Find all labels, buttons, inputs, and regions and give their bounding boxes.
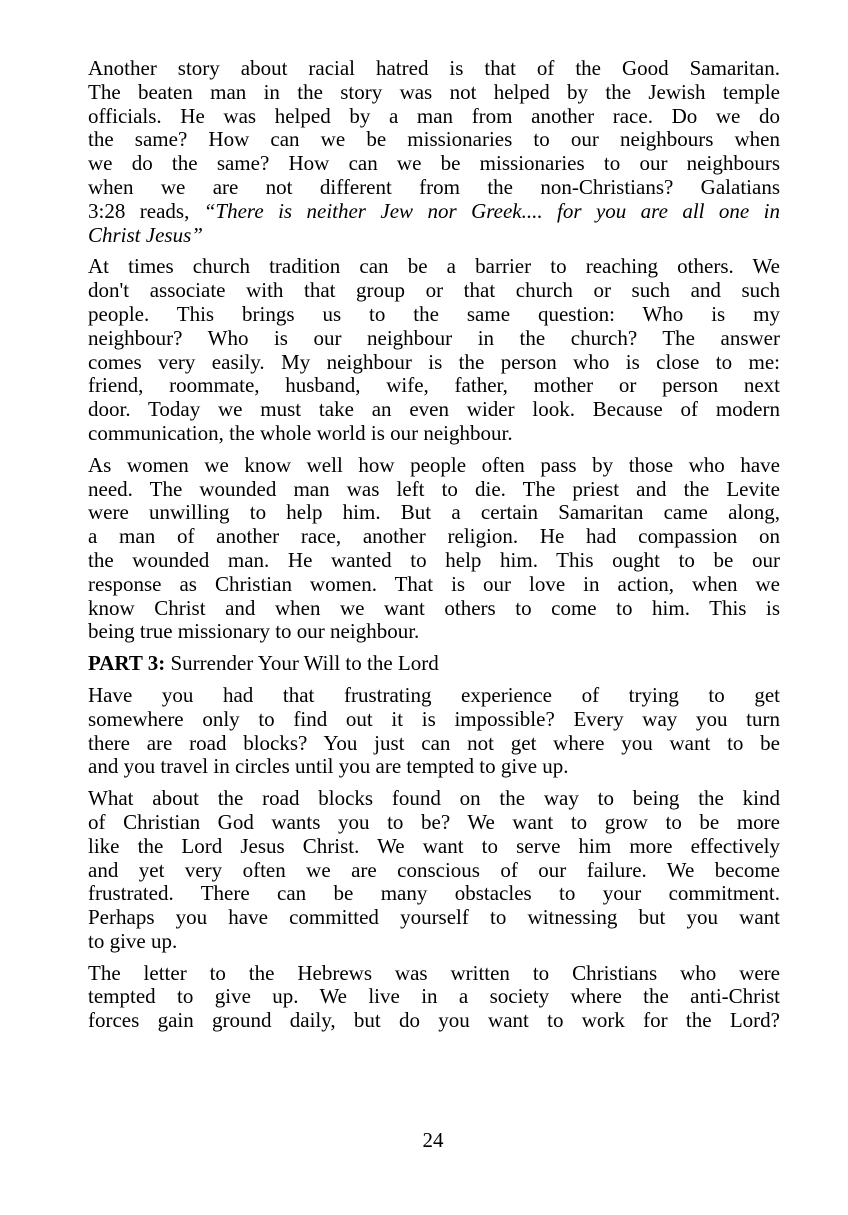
- text-line: response as Christian women. That is our love in action, when we: [88, 571, 780, 596]
- italic-quote: Christ Jesus”: [88, 222, 203, 247]
- text-segment: Surrender Your Will to the Lord: [165, 651, 439, 676]
- text-line: [88, 652, 780, 676]
- text-line: forces gain ground daily, but do you want to work for the Lord?: [88, 1008, 780, 1033]
- text-line: As women we know well how people often pass by those who have: [88, 452, 780, 477]
- text-line: a man of another race, another religion. He had compassion on: [88, 524, 780, 549]
- text-line: door. Today we must take an even wider look. Because of modern: [88, 397, 780, 422]
- paragraph: [88, 787, 780, 954]
- paragraph: [88, 684, 780, 779]
- text-line: people. This brings us to the same question: Who is my: [88, 301, 780, 326]
- text-line: frustrated. There can be many obstacles to your commitment.: [88, 881, 780, 906]
- text-line: officials. He was helped by a man from another race. Do we do: [88, 103, 780, 128]
- text-line: there are road blocks? You just can not get where you want to be: [88, 730, 780, 755]
- text-line: At times church tradition can be a barrier to reaching others. We: [88, 254, 780, 279]
- text-line: being true missionary to our neighbour.: [88, 619, 420, 644]
- text-line: and you travel in circles until you are tempted to give up.: [88, 754, 569, 779]
- text-line: Perhaps you have committed yourself to witnessing but you want: [88, 905, 780, 930]
- text-line: know Christ and when we want others to come to him. This is: [88, 595, 780, 620]
- text-line: The letter to the Hebrews was written to Christians who were: [88, 960, 780, 985]
- page-number: 24: [422, 1128, 444, 1152]
- text-line: [88, 200, 780, 224]
- part-label: PART 3:: [88, 651, 166, 676]
- paragraph: [88, 454, 780, 644]
- text-line: when we are not different from the non-Christians? Galatians: [88, 174, 780, 199]
- paragraph: [88, 57, 780, 247]
- italic-quote: “There is neither Jew nor Greek.... for you are all one in: [203, 198, 780, 223]
- text-line: don't associate with that group or that church or such and such: [88, 278, 780, 303]
- text-line: of Christian God wants you to be? We want to grow to be more: [88, 809, 780, 834]
- text-line: like the Lord Jesus Christ. We want to serve him more effectively: [88, 833, 780, 858]
- text-line: [88, 224, 780, 248]
- text-line: and yet very often we are conscious of our failure. We become: [88, 857, 780, 882]
- text-line: comes very easily. My neighbour is the person who is close to me:: [88, 349, 780, 374]
- paragraph: [88, 255, 780, 445]
- text-line: the same? How can we be missionaries to our neighbours when: [88, 127, 780, 152]
- text-line: friend, roommate, husband, wife, father, mother or person next: [88, 373, 780, 398]
- text-line: the wounded man. He wanted to help him. This ought to be our: [88, 547, 780, 572]
- text-line: tempted to give up. We live in a society where the anti-Christ: [88, 984, 780, 1009]
- section-heading: [88, 652, 780, 676]
- text-line: Have you had that frustrating experience of trying to get: [88, 682, 780, 707]
- text-line: we do the same? How can we be missionaries to our neighbours: [88, 151, 780, 176]
- text-line: Another story about racial hatred is that of the Good Samaritan.: [88, 56, 780, 80]
- paragraph: [88, 962, 780, 1033]
- body-text: [88, 57, 780, 1041]
- text-line: to give up.: [88, 928, 178, 953]
- text-line: What about the road blocks found on the way to being the kind: [88, 786, 780, 811]
- text-segment: 3:28 reads,: [88, 198, 204, 223]
- text-line: communication, the whole world is our neighbour.: [88, 420, 513, 445]
- text-line: were unwilling to help him. But a certain Samaritan came along,: [88, 500, 780, 525]
- text-line: The beaten man in the story was not helped by the Jewish temple: [88, 79, 780, 104]
- text-line: need. The wounded man was left to die. The priest and the Levite: [88, 476, 780, 501]
- text-line: somewhere only to find out it is impossible? Every way you turn: [88, 706, 780, 731]
- text-line: neighbour? Who is our neighbour in the church? The answer: [88, 325, 780, 350]
